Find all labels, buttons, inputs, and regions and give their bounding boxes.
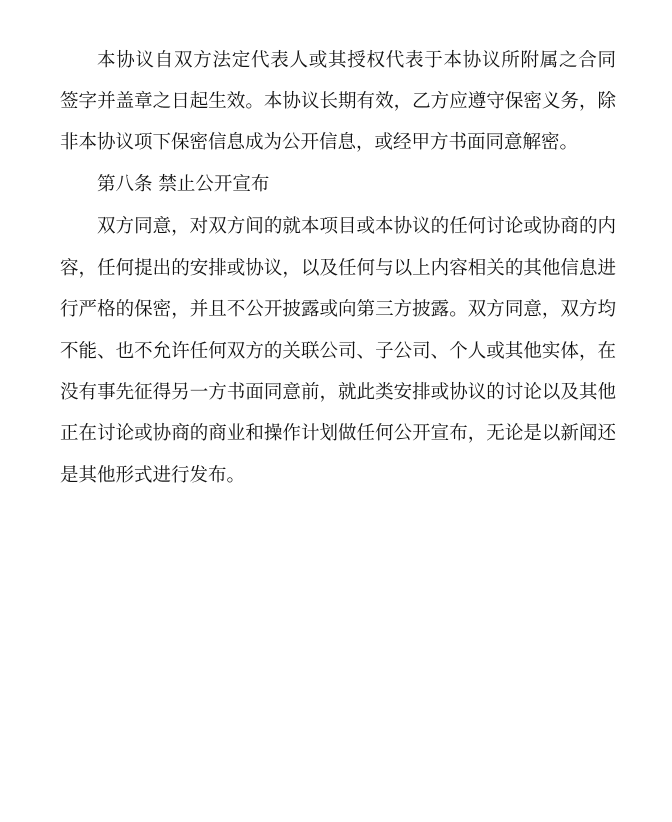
paragraph-2-line-4: 不能、也不允许任何双方的关联公司、子公司、个人或其他实体，在 [60, 341, 616, 362]
paragraph-2-line-3: 行严格的保密，并且不公开披露或向第三方披露。双方同意，双方均 [60, 299, 616, 320]
paragraph-2-line-5: 没有事先征得另一方书面同意前，就此类安排或协议的讨论以及其他 [60, 382, 616, 403]
paragraph-1-line-1: 本协议自双方法定代表人或其授权代表于本协议所附属之合同 [97, 50, 616, 71]
paragraph-1-line-2: 签字并盖章之日起生效。本协议长期有效，乙方应遵守保密义务，除 [60, 91, 616, 112]
paragraph-1-line-3: 非本协议项下保密信息成为公开信息，或经甲方书面同意解密。 [60, 132, 579, 153]
paragraph-2-line-2: 容，任何提出的安排或协议，以及任何与以上内容相关的其他信息进 [60, 258, 616, 279]
section-heading: 第八条 禁止公开宣布 [97, 174, 270, 195]
paragraph-2-line-1: 双方同意，对双方间的就本项目或本协议的任何讨论或协商的内 [97, 216, 616, 237]
paragraph-2-line-7: 是其他形式进行发布。 [60, 465, 246, 486]
paragraph-2-line-6: 正在讨论或协商的商业和操作计划做任何公开宣布，无论是以新闻还 [60, 423, 616, 444]
